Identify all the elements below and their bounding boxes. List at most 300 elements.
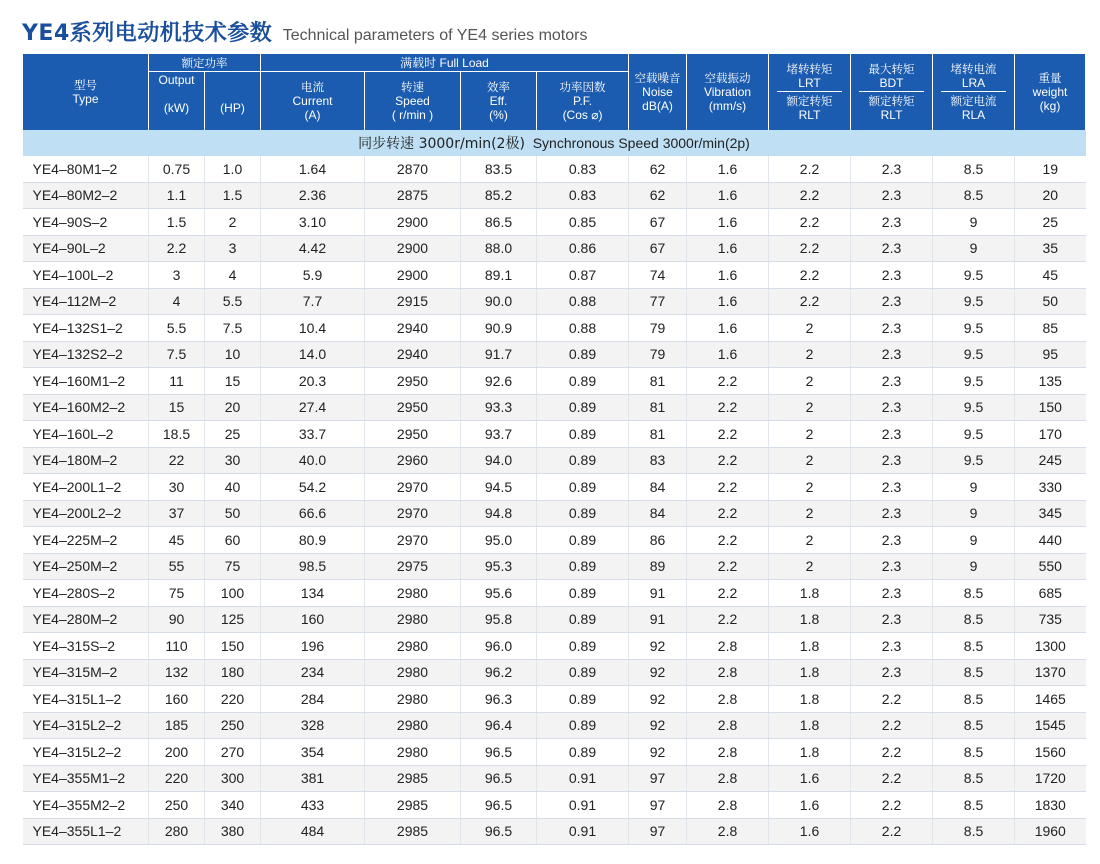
- cell-lra: 8.5: [933, 739, 1015, 766]
- cell-output-kw: 45: [149, 527, 205, 554]
- header-bdt-en2: RLT: [880, 108, 903, 122]
- cell-current: 5.9: [261, 262, 365, 289]
- cell-output-kw: 200: [149, 739, 205, 766]
- cell-output-hp: 3: [205, 235, 261, 262]
- cell-weight: 35: [1015, 235, 1086, 262]
- cell-output-hp: 7.5: [205, 315, 261, 342]
- cell-lrt: 1.6: [769, 765, 851, 792]
- header-weight-cn: 重量: [1038, 71, 1062, 85]
- table-row: [23, 739, 1086, 766]
- cell-current: 284: [261, 686, 365, 713]
- cell-output-hp: 15: [205, 368, 261, 395]
- header-lra-cn: 堵转电流: [950, 62, 997, 76]
- cell-output-kw: 5.5: [149, 315, 205, 342]
- cell-noise: 67: [629, 235, 687, 262]
- cell-output-kw: 0.75: [149, 156, 205, 182]
- cell-output-hp: 20: [205, 394, 261, 421]
- cell-type: YE4–355M1–2: [23, 765, 149, 792]
- cell-bdt: 2.3: [851, 182, 933, 209]
- cell-type: YE4–250M–2: [23, 553, 149, 580]
- cell-output-hp: 60: [205, 527, 261, 554]
- cell-weight: 95: [1015, 341, 1086, 368]
- cell-type: YE4–315M–2: [23, 659, 149, 686]
- header-vibration-en: Vibration: [703, 85, 752, 99]
- cell-lra: 8.5: [933, 712, 1015, 739]
- header-vibration: [687, 54, 769, 130]
- cell-eff: 94.8: [461, 500, 537, 527]
- cell-eff: 95.6: [461, 580, 537, 607]
- cell-lrt: 2.2: [769, 288, 851, 315]
- cell-vibration: 2.2: [687, 580, 769, 607]
- cell-output-kw: 30: [149, 474, 205, 501]
- header-bdt: [851, 54, 933, 130]
- cell-type: YE4–80M1–2: [23, 156, 149, 182]
- cell-pf: 0.89: [537, 686, 629, 713]
- header-output-hp: [205, 72, 261, 131]
- cell-weight: 1545: [1015, 712, 1086, 739]
- cell-pf: 0.87: [537, 262, 629, 289]
- cell-eff: 96.3: [461, 686, 537, 713]
- cell-current: 14.0: [261, 341, 365, 368]
- table-header: [23, 54, 1086, 130]
- cell-noise: 91: [629, 606, 687, 633]
- cell-speed: 2915: [365, 288, 461, 315]
- cell-noise: 62: [629, 182, 687, 209]
- cell-noise: 89: [629, 553, 687, 580]
- cell-vibration: 2.8: [687, 712, 769, 739]
- cell-vibration: 1.6: [687, 156, 769, 182]
- cell-vibration: 2.2: [687, 447, 769, 474]
- cell-weight: 45: [1015, 262, 1086, 289]
- cell-noise: 79: [629, 341, 687, 368]
- cell-speed: 2940: [365, 315, 461, 342]
- cell-type: YE4–315L2–2: [23, 739, 149, 766]
- cell-noise: 97: [629, 765, 687, 792]
- cell-output-hp: 75: [205, 553, 261, 580]
- cell-pf: 0.89: [537, 739, 629, 766]
- table-row: [23, 527, 1086, 554]
- header-eff-unit: (%): [489, 108, 508, 122]
- cell-speed: 2985: [365, 818, 461, 845]
- cell-output-kw: 110: [149, 633, 205, 660]
- header-current-cn: 电流: [301, 80, 324, 94]
- cell-lrt: 1.8: [769, 739, 851, 766]
- cell-speed: 2870: [365, 156, 461, 182]
- cell-current: 160: [261, 606, 365, 633]
- cell-type: YE4–160M1–2: [23, 368, 149, 395]
- cell-pf: 0.89: [537, 394, 629, 421]
- cell-lrt: 2: [769, 421, 851, 448]
- cell-bdt: 2.3: [851, 156, 933, 182]
- cell-current: 66.6: [261, 500, 365, 527]
- cell-weight: 20: [1015, 182, 1086, 209]
- cell-current: 98.5: [261, 553, 365, 580]
- cell-vibration: 2.8: [687, 659, 769, 686]
- cell-noise: 74: [629, 262, 687, 289]
- cell-output-kw: 160: [149, 686, 205, 713]
- spec-table: [22, 54, 1086, 845]
- cell-bdt: 2.3: [851, 235, 933, 262]
- cell-output-kw: 55: [149, 553, 205, 580]
- cell-pf: 0.91: [537, 765, 629, 792]
- cell-vibration: 2.8: [687, 686, 769, 713]
- cell-weight: 1370: [1015, 659, 1086, 686]
- header-lra: [933, 54, 1015, 130]
- header-eff: [461, 72, 537, 131]
- cell-pf: 0.89: [537, 341, 629, 368]
- cell-lra: 9.5: [933, 447, 1015, 474]
- cell-eff: 96.5: [461, 765, 537, 792]
- page-title: [22, 16, 587, 52]
- cell-output-hp: 25: [205, 421, 261, 448]
- cell-type: YE4–160L–2: [23, 421, 149, 448]
- cell-bdt: 2.3: [851, 341, 933, 368]
- cell-vibration: 2.2: [687, 527, 769, 554]
- cell-vibration: 1.6: [687, 182, 769, 209]
- cell-vibration: 2.2: [687, 606, 769, 633]
- cell-noise: 67: [629, 209, 687, 236]
- header-current-unit: (A): [304, 108, 321, 122]
- cell-lrt: 2.2: [769, 235, 851, 262]
- cell-lra: 8.5: [933, 686, 1015, 713]
- cell-speed: 2970: [365, 527, 461, 554]
- cell-speed: 2980: [365, 686, 461, 713]
- cell-weight: 85: [1015, 315, 1086, 342]
- header-lra-en2: RLA: [961, 108, 986, 122]
- cell-bdt: 2.2: [851, 739, 933, 766]
- cell-vibration: 1.6: [687, 341, 769, 368]
- cell-type: YE4–112M–2: [23, 288, 149, 315]
- table-row: [23, 659, 1086, 686]
- table-row: [23, 765, 1086, 792]
- cell-eff: 94.0: [461, 447, 537, 474]
- table-row: [23, 368, 1086, 395]
- cell-noise: 86: [629, 527, 687, 554]
- cell-pf: 0.88: [537, 288, 629, 315]
- cell-type: YE4–280S–2: [23, 580, 149, 607]
- cell-speed: 2980: [365, 712, 461, 739]
- cell-speed: 2980: [365, 739, 461, 766]
- cell-lra: 8.5: [933, 580, 1015, 607]
- cell-speed: 2970: [365, 474, 461, 501]
- section-label-en: Synchronous Speed 3000r/min(2p): [532, 135, 750, 151]
- cell-eff: 94.5: [461, 474, 537, 501]
- cell-eff: 96.2: [461, 659, 537, 686]
- cell-output-kw: 4: [149, 288, 205, 315]
- cell-speed: 2985: [365, 765, 461, 792]
- cell-weight: 550: [1015, 553, 1086, 580]
- cell-bdt: 2.3: [851, 288, 933, 315]
- cell-bdt: 2.3: [851, 633, 933, 660]
- cell-pf: 0.89: [537, 421, 629, 448]
- cell-weight: 330: [1015, 474, 1086, 501]
- cell-lra: 9.5: [933, 368, 1015, 395]
- cell-output-kw: 280: [149, 818, 205, 845]
- header-noise-unit: dB(A): [642, 99, 673, 113]
- cell-pf: 0.89: [537, 527, 629, 554]
- cell-bdt: 2.3: [851, 500, 933, 527]
- cell-pf: 0.89: [537, 659, 629, 686]
- section-label: [23, 130, 1086, 156]
- cell-weight: 1300: [1015, 633, 1086, 660]
- cell-type: YE4–100L–2: [23, 262, 149, 289]
- cell-eff: 92.6: [461, 368, 537, 395]
- cell-noise: 92: [629, 712, 687, 739]
- cell-speed: 2900: [365, 209, 461, 236]
- cell-vibration: 2.8: [687, 633, 769, 660]
- header-vibration-unit: (mm/s): [708, 99, 747, 113]
- cell-weight: 170: [1015, 421, 1086, 448]
- cell-bdt: 2.3: [851, 447, 933, 474]
- cell-weight: 1560: [1015, 739, 1086, 766]
- cell-output-kw: 22: [149, 447, 205, 474]
- header-output: [149, 54, 261, 72]
- cell-output-hp: 125: [205, 606, 261, 633]
- cell-current: 134: [261, 580, 365, 607]
- cell-speed: 2960: [365, 447, 461, 474]
- header-lrt: [769, 54, 851, 130]
- cell-current: 10.4: [261, 315, 365, 342]
- cell-type: YE4–132S1–2: [23, 315, 149, 342]
- cell-bdt: 2.2: [851, 686, 933, 713]
- cell-eff: 95.0: [461, 527, 537, 554]
- cell-weight: 1960: [1015, 818, 1086, 845]
- cell-lra: 9: [933, 527, 1015, 554]
- header-weight: [1015, 54, 1086, 130]
- cell-pf: 0.89: [537, 500, 629, 527]
- cell-noise: 62: [629, 156, 687, 182]
- cell-output-kw: 18.5: [149, 421, 205, 448]
- cell-output-hp: 1.5: [205, 182, 261, 209]
- table-body: [23, 156, 1086, 845]
- cell-weight: 50: [1015, 288, 1086, 315]
- header-bdt-en: BDT: [859, 76, 924, 92]
- cell-pf: 0.89: [537, 474, 629, 501]
- cell-pf: 0.88: [537, 315, 629, 342]
- cell-eff: 89.1: [461, 262, 537, 289]
- cell-output-hp: 270: [205, 739, 261, 766]
- table-row: [23, 633, 1086, 660]
- cell-vibration: 2.2: [687, 421, 769, 448]
- cell-type: YE4–280M–2: [23, 606, 149, 633]
- cell-output-hp: 1.0: [205, 156, 261, 182]
- cell-speed: 2950: [365, 368, 461, 395]
- header-noise-cn: 空载噪音: [634, 71, 681, 85]
- cell-vibration: 2.2: [687, 500, 769, 527]
- cell-eff: 96.5: [461, 739, 537, 766]
- cell-type: YE4–315L1–2: [23, 686, 149, 713]
- cell-lrt: 1.8: [769, 580, 851, 607]
- cell-bdt: 2.3: [851, 606, 933, 633]
- cell-bdt: 2.3: [851, 421, 933, 448]
- cell-lrt: 2.2: [769, 156, 851, 182]
- cell-lra: 8.5: [933, 659, 1015, 686]
- cell-bdt: 2.3: [851, 580, 933, 607]
- cell-weight: 25: [1015, 209, 1086, 236]
- cell-lra: 8.5: [933, 156, 1015, 182]
- header-speed-en: Speed: [395, 94, 430, 108]
- cell-weight: 1830: [1015, 792, 1086, 819]
- cell-pf: 0.91: [537, 818, 629, 845]
- cell-lra: 9: [933, 235, 1015, 262]
- cell-type: YE4–315S–2: [23, 633, 149, 660]
- cell-current: 3.10: [261, 209, 365, 236]
- cell-weight: 345: [1015, 500, 1086, 527]
- cell-speed: 2985: [365, 792, 461, 819]
- cell-lrt: 1.8: [769, 712, 851, 739]
- header-current: [261, 72, 365, 131]
- cell-speed: 2980: [365, 659, 461, 686]
- cell-eff: 85.2: [461, 182, 537, 209]
- cell-output-hp: 4: [205, 262, 261, 289]
- cell-speed: 2970: [365, 500, 461, 527]
- section-label-cn: 同步转速 3000r/min(2极): [358, 136, 525, 152]
- header-noise-en: Noise: [642, 85, 673, 99]
- cell-eff: 83.5: [461, 156, 537, 182]
- section-block: [23, 130, 1086, 156]
- table-row: [23, 474, 1086, 501]
- table-row: [23, 500, 1086, 527]
- cell-output-hp: 380: [205, 818, 261, 845]
- cell-current: 40.0: [261, 447, 365, 474]
- header-output-kw: [149, 72, 205, 131]
- title-chinese: YE4系列电动机技术参数: [22, 21, 273, 46]
- cell-pf: 0.89: [537, 368, 629, 395]
- cell-lra: 9.5: [933, 315, 1015, 342]
- header-speed: [365, 72, 461, 131]
- cell-current: 484: [261, 818, 365, 845]
- cell-pf: 0.89: [537, 580, 629, 607]
- header-output-kw-label: (kW): [163, 101, 190, 115]
- header-current-en: Current: [292, 94, 333, 108]
- cell-type: YE4–80M2–2: [23, 182, 149, 209]
- cell-weight: 1720: [1015, 765, 1086, 792]
- cell-output-hp: 150: [205, 633, 261, 660]
- table-row: [23, 209, 1086, 236]
- cell-lrt: 2.2: [769, 262, 851, 289]
- cell-pf: 0.91: [537, 792, 629, 819]
- table-row: [23, 421, 1086, 448]
- cell-lrt: 1.8: [769, 633, 851, 660]
- cell-bdt: 2.3: [851, 368, 933, 395]
- cell-vibration: 2.8: [687, 765, 769, 792]
- table-row: [23, 394, 1086, 421]
- cell-lrt: 2: [769, 447, 851, 474]
- cell-pf: 0.83: [537, 156, 629, 182]
- header-noise: [629, 54, 687, 130]
- cell-vibration: 1.6: [687, 262, 769, 289]
- header-lra-cn2: 额定电流: [950, 94, 997, 108]
- cell-output-hp: 220: [205, 686, 261, 713]
- cell-bdt: 2.3: [851, 394, 933, 421]
- cell-output-hp: 5.5: [205, 288, 261, 315]
- cell-lrt: 2: [769, 315, 851, 342]
- cell-bdt: 2.3: [851, 315, 933, 342]
- cell-noise: 81: [629, 394, 687, 421]
- table-row: [23, 315, 1086, 342]
- cell-weight: 150: [1015, 394, 1086, 421]
- cell-lrt: 2: [769, 500, 851, 527]
- cell-current: 234: [261, 659, 365, 686]
- cell-output-kw: 37: [149, 500, 205, 527]
- cell-vibration: 2.8: [687, 739, 769, 766]
- cell-lra: 9.5: [933, 262, 1015, 289]
- cell-speed: 2950: [365, 421, 461, 448]
- cell-type: YE4–225M–2: [23, 527, 149, 554]
- cell-lrt: 1.6: [769, 818, 851, 845]
- cell-speed: 2980: [365, 633, 461, 660]
- cell-noise: 84: [629, 500, 687, 527]
- cell-lra: 9: [933, 474, 1015, 501]
- cell-type: YE4–200L1–2: [23, 474, 149, 501]
- cell-weight: 135: [1015, 368, 1086, 395]
- cell-type: YE4–90L–2: [23, 235, 149, 262]
- cell-eff: 96.5: [461, 818, 537, 845]
- cell-lra: 8.5: [933, 818, 1015, 845]
- cell-output-kw: 15: [149, 394, 205, 421]
- cell-output-hp: 180: [205, 659, 261, 686]
- cell-lrt: 2: [769, 527, 851, 554]
- cell-speed: 2980: [365, 606, 461, 633]
- cell-speed: 2900: [365, 235, 461, 262]
- cell-lrt: 2: [769, 553, 851, 580]
- cell-vibration: 2.8: [687, 818, 769, 845]
- cell-lrt: 2: [769, 368, 851, 395]
- cell-eff: 95.8: [461, 606, 537, 633]
- cell-eff: 96.4: [461, 712, 537, 739]
- table-row: [23, 341, 1086, 368]
- cell-speed: 2950: [365, 394, 461, 421]
- cell-vibration: 2.2: [687, 394, 769, 421]
- cell-type: YE4–355M2–2: [23, 792, 149, 819]
- cell-noise: 83: [629, 447, 687, 474]
- cell-speed: 2980: [365, 580, 461, 607]
- cell-output-hp: 30: [205, 447, 261, 474]
- cell-current: 27.4: [261, 394, 365, 421]
- cell-type: YE4–160M2–2: [23, 394, 149, 421]
- cell-output-hp: 50: [205, 500, 261, 527]
- table-row: [23, 262, 1086, 289]
- cell-lra: 9.5: [933, 421, 1015, 448]
- cell-lra: 9.5: [933, 288, 1015, 315]
- cell-pf: 0.86: [537, 235, 629, 262]
- cell-pf: 0.85: [537, 209, 629, 236]
- cell-bdt: 2.2: [851, 712, 933, 739]
- header-lrt-en2: RLT: [798, 108, 821, 122]
- table-row: [23, 580, 1086, 607]
- cell-eff: 90.9: [461, 315, 537, 342]
- cell-type: YE4–315L2–2: [23, 712, 149, 739]
- header-output-en: Output: [158, 73, 195, 87]
- cell-weight: 1465: [1015, 686, 1086, 713]
- table-row: [23, 182, 1086, 209]
- cell-noise: 77: [629, 288, 687, 315]
- cell-eff: 96.5: [461, 792, 537, 819]
- cell-current: 54.2: [261, 474, 365, 501]
- cell-current: 4.42: [261, 235, 365, 262]
- cell-current: 2.36: [261, 182, 365, 209]
- cell-eff: 96.0: [461, 633, 537, 660]
- cell-current: 1.64: [261, 156, 365, 182]
- cell-weight: 440: [1015, 527, 1086, 554]
- header-lrt-en: LRT: [777, 76, 842, 92]
- cell-eff: 86.5: [461, 209, 537, 236]
- cell-noise: 92: [629, 686, 687, 713]
- cell-output-hp: 40: [205, 474, 261, 501]
- cell-bdt: 2.3: [851, 553, 933, 580]
- header-eff-cn: 效率: [487, 80, 510, 94]
- cell-noise: 81: [629, 368, 687, 395]
